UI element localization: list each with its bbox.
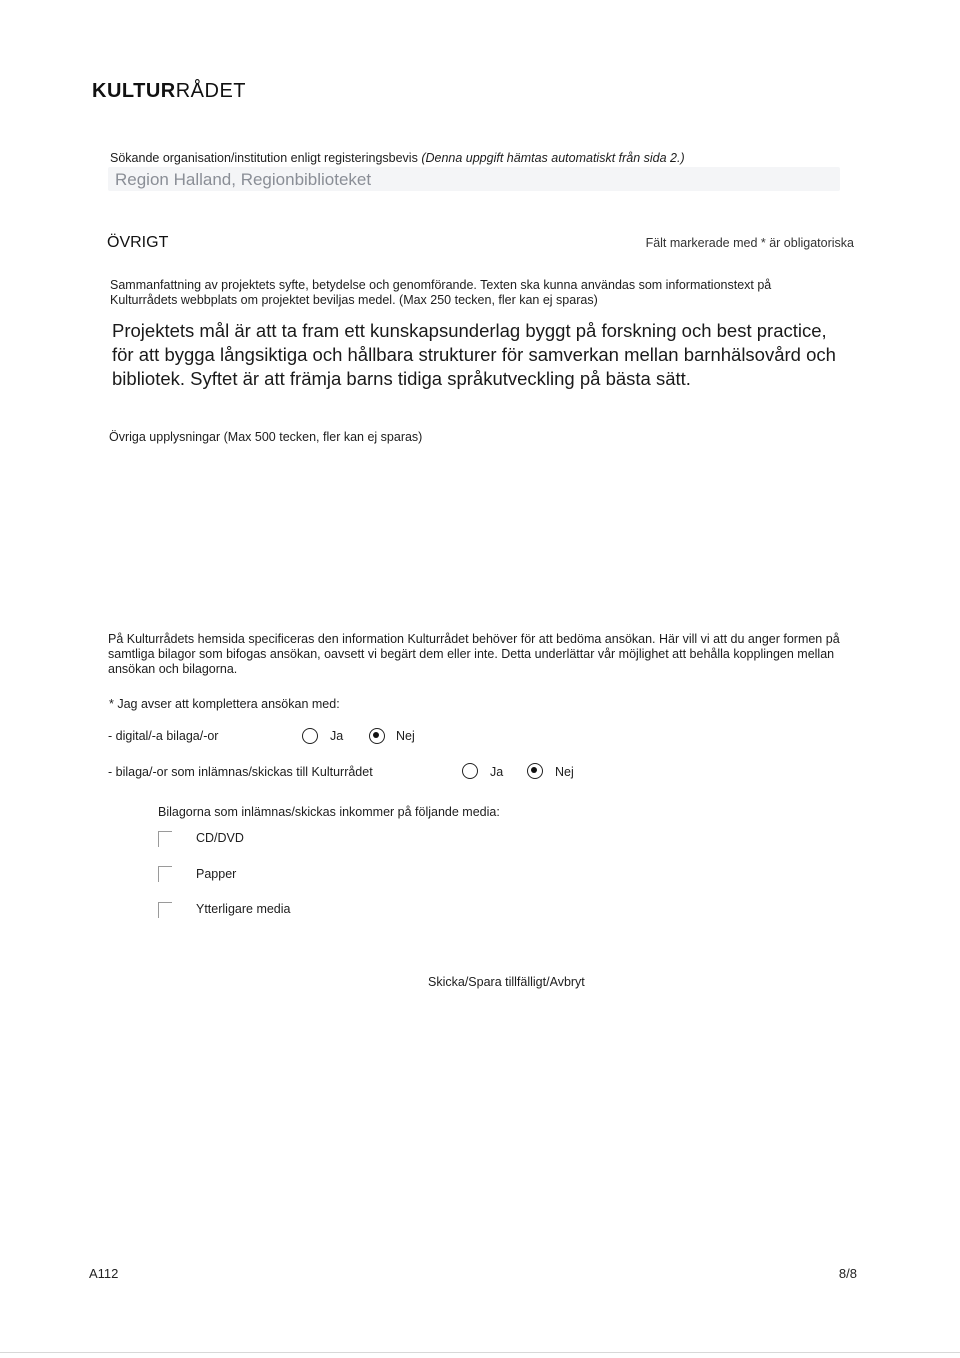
media-other-label: Ytterligare media <box>196 902 291 916</box>
digital-attachments-no-label: Nej <box>396 729 415 743</box>
applicant-label-text: Sökande organisation/institution enligt registeringsbevis <box>110 151 422 165</box>
submit-save-cancel-link[interactable]: Skicka/Spara tillfälligt/Avbryt <box>428 975 585 989</box>
media-cd-dvd-label: CD/DVD <box>196 831 244 845</box>
required-fields-note: Fält markerade med * är obligatoriska <box>645 236 854 250</box>
mailed-attachments-no-label: Nej <box>555 765 574 779</box>
form-code: A112 <box>89 1266 119 1281</box>
digital-attachments-yes-radio[interactable] <box>302 728 318 744</box>
digital-attachments-yes-label: Ja <box>330 729 344 743</box>
other-info-textarea[interactable] <box>108 450 848 610</box>
page-number: 8/8 <box>838 1266 857 1281</box>
mailed-attachments-no-radio[interactable] <box>527 763 543 779</box>
media-label: Bilagorna som inlämnas/skickas inkommer på följande media: <box>158 805 500 819</box>
applicant-label-note: (Denna uppgift hämtas automatiskt från sida 2.) <box>421 151 685 165</box>
complement-question: * Jag avser att komplettera ansökan med: <box>109 697 340 711</box>
other-info-label: Övriga upplysningar (Max 500 tecken, fler kan ej sparas) <box>109 430 423 444</box>
logo-bold-text: KULTUR <box>92 80 176 102</box>
media-other-checkbox[interactable] <box>158 902 172 918</box>
summary-textarea[interactable]: Projektets mål är att ta fram ett kunskapsunderlag byggt på forskning och best practice, för att bygga långsiktiga och hållbara strukturer för samverkan mellan barnhälsovård och bibliotek. Syftet är att främja barns tidiga språkutveckling på bästa sätt. <box>112 320 836 389</box>
applicant-label <box>110 151 685 165</box>
media-paper-checkbox[interactable] <box>158 866 172 882</box>
digital-attachments-no-radio[interactable] <box>369 728 385 744</box>
media-cd-dvd-checkbox[interactable] <box>158 831 172 847</box>
bottom-divider <box>0 1352 960 1353</box>
kulturradet-logo <box>92 80 246 103</box>
applicant-value: Region Halland, Regionbiblioteket <box>115 170 372 189</box>
logo-light-text: RÅDET <box>175 80 247 102</box>
summary-instruction: Sammanfattning av projektets syfte, betydelse och genomförande. Texten ska kunna användas som informationstext på Kulturrådets webbplats om projektet beviljas medel. (Max 250 tecken, fler kan ej sparas) <box>110 278 772 307</box>
attachments-info-paragraph: På Kulturrådets hemsida specificeras den information Kulturrådet behöver för att bedöma ansökan. Här vill vi att du anger formen på samtliga bilagor som bifogas ansökan, oavsett vi begärt dem eller inte. Detta underlättar vår möjlighet att behålla kopplingen mellan ansökan och bilagorna. <box>108 632 840 676</box>
mailed-attachments-yes-radio[interactable] <box>462 763 478 779</box>
mailed-attachments-yes-label: Ja <box>490 765 504 779</box>
mailed-attachments-label: - bilaga/-or som inlämnas/skickas till Kulturrådet <box>108 765 373 779</box>
digital-attachments-label: - digital/-a bilaga/-or <box>108 729 219 743</box>
section-title: ÖVRIGT <box>107 234 169 251</box>
media-paper-label: Papper <box>196 867 237 881</box>
